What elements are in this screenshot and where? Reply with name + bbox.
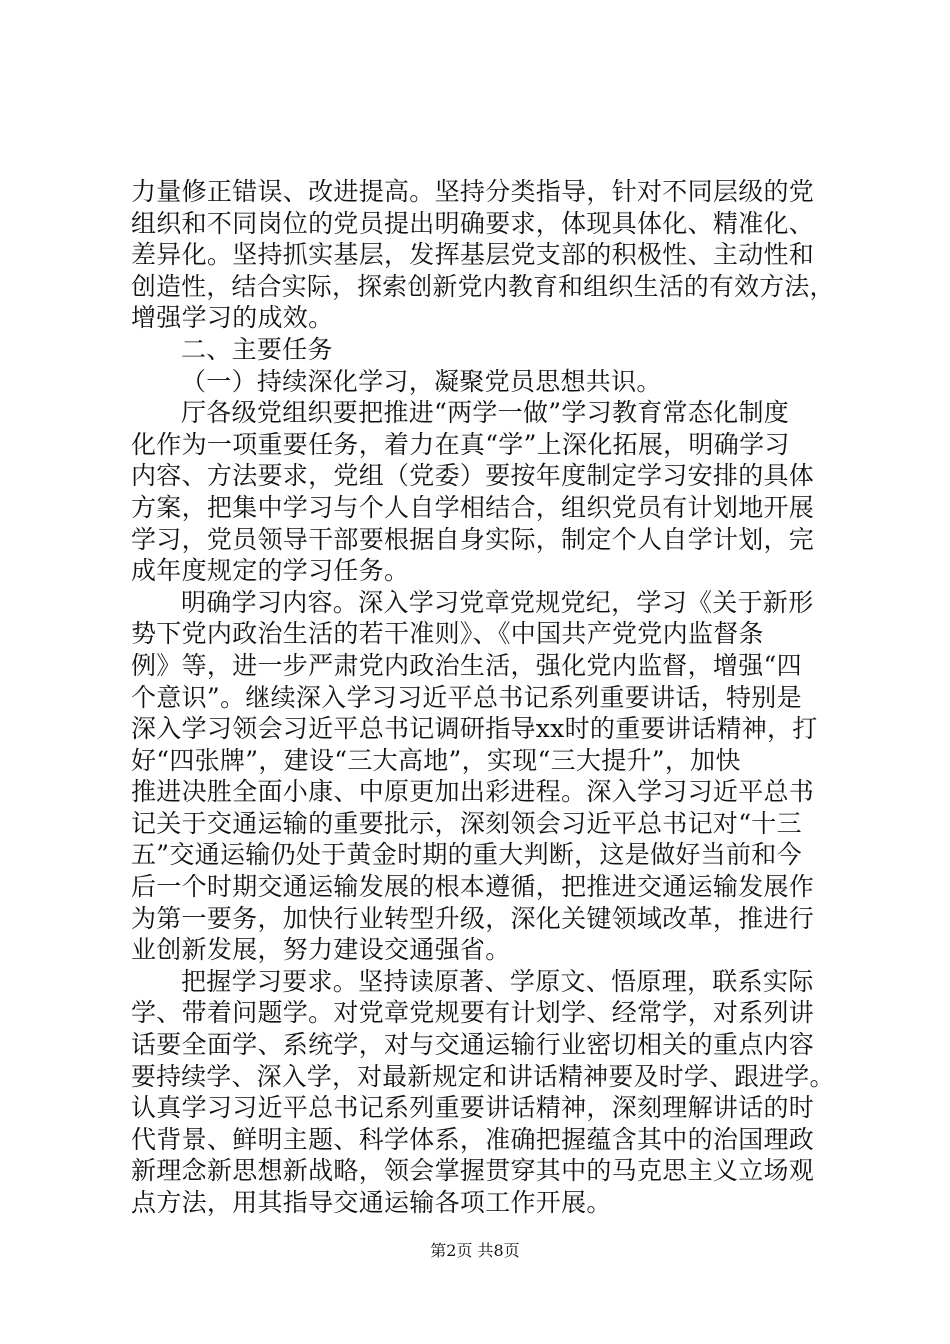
text-line: 学、带着问题学。对党章党规要有计划学、经常学，对系列讲 <box>131 998 815 1028</box>
text-line: 认真学习习近平总书记系列重要讲话精神，深刻理解讲话的时 <box>131 1093 815 1123</box>
text-line: 业创新发展，努力建设交通强省。 <box>131 935 511 965</box>
text-line: 记关于交通运输的重要批示，深刻领会习近平总书记对“十三 <box>131 808 802 838</box>
text-line: 新理念新思想新战略，领会掌握贯穿其中的马克思主义立场观 <box>131 1156 815 1186</box>
text-line: 成年度规定的学习任务。 <box>131 556 410 586</box>
text-line: 五”交通运输仍处于黄金时期的重大判断，这是做好当前和今 <box>131 840 802 870</box>
text-line: 点方法，用其指导交通运输各项工作开展。 <box>131 1188 612 1217</box>
text-line: （一）持续深化学习，凝聚党员思想共识。 <box>181 366 662 396</box>
text-line: 代背景、鲜明主题、科学体系，准确把握蕴含其中的治国理政 <box>131 1124 815 1154</box>
document-body <box>131 176 841 1219</box>
text-line: 后一个时期交通运输发展的根本遵循，把推进交通运输发展作 <box>131 872 815 902</box>
text-line: 明确学习内容。深入学习党章党规党纪，学习《关于新形 <box>181 587 814 617</box>
text-line: 厅各级党组织要把推进“两学一做”学习教育常态化制度 <box>181 398 790 428</box>
text-line: 增强学习的成效。 <box>131 303 334 333</box>
text-line: 要持续学、深入学，对最新规定和讲话精神要及时学、跟进学。 <box>131 1061 835 1091</box>
text-line: 把握学习要求。坚持读原著、学原文、悟原理，联系实际 <box>181 966 814 996</box>
text-line: 例》等，进一步严肃党内政治生活，强化党内监督，增强“四 <box>131 650 802 680</box>
text-line: 力量修正错误、改进提高。坚持分类指导，针对不同层级的党 <box>131 177 815 206</box>
text-line: 内容、方法要求，党组（党委）要按年度制定学习安排的具体 <box>131 461 815 491</box>
text-line: 方案，把集中学习与个人自学相结合，组织党员有计划地开展 <box>131 492 815 522</box>
text-line: 差异化。坚持抓实基层，发挥基层党支部的积极性、主动性和 <box>131 240 815 270</box>
text-line: 话要全面学、系统学，对与交通运输行业密切相关的重点内容 <box>131 1030 815 1060</box>
text-line: 势下党内政治生活的若干准则》、《中国共产党党内监督条 <box>131 619 764 649</box>
text-line: 为第一要务，加快行业转型升级，深化关键领域改革，推进行 <box>131 903 815 933</box>
text-line: 二、主要任务 <box>181 334 333 364</box>
text-line: 个意识”。继续深入学习习近平总书记系列重要讲话，特别是 <box>131 682 802 712</box>
text-line: 推进决胜全面小康、中原更加出彩进程。深入学习习近平总书 <box>131 777 815 807</box>
text-line: 学习，党员领导干部要根据自身实际，制定个人自学计划，完 <box>131 524 815 554</box>
text-line: 组织和不同岗位的党员提出明确要求，体现具体化、精准化、 <box>131 208 815 238</box>
text-line: 化作为一项重要任务，着力在真“学”上深化拓展，明确学习 <box>131 429 790 459</box>
page-number-footer: 第2页 共8页 <box>430 1241 520 1260</box>
text-line: 好“四张牌”，建设“三大高地”，实现“三大提升”，加快 <box>131 745 741 775</box>
text-line: 深入学习领会习近平总书记调研指导xx时的重要讲话精神，打 <box>131 714 818 744</box>
text-line: 创造性，结合实际，探索创新党内教育和组织生活的有效方法， <box>131 271 835 301</box>
